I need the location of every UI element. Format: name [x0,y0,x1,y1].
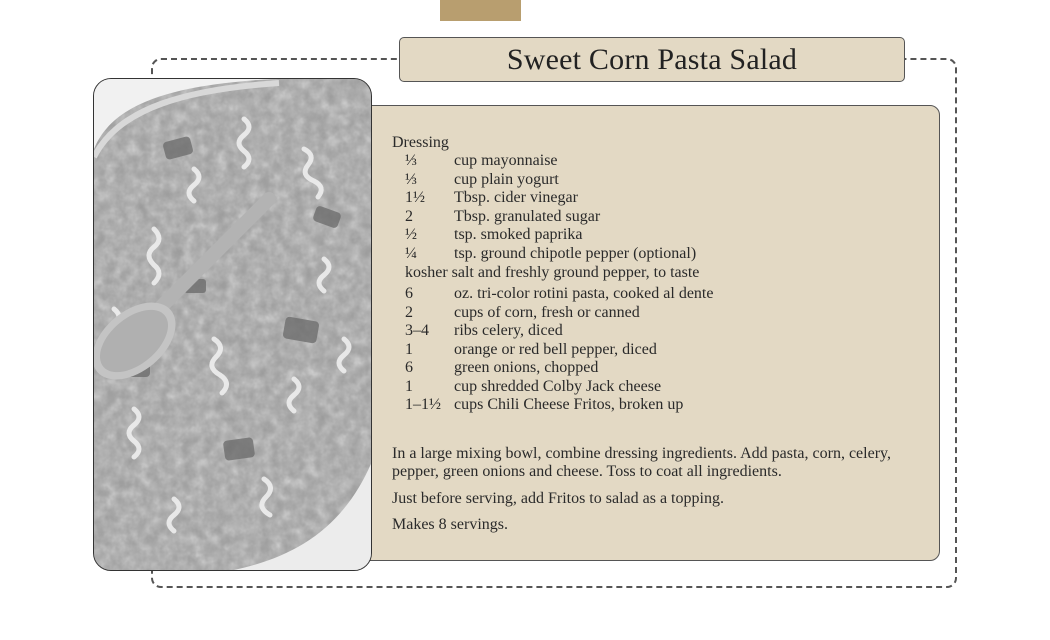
instructions [392,445,922,535]
ingredient-name: tsp. smoked paprika [454,226,583,243]
ingredient-name: cup mayonnaise [454,152,558,169]
salad-ingredient [392,396,922,415]
servings-note: Makes 8 servings. [392,516,508,533]
ingredient-quantity: ⅓ [405,170,417,188]
ingredient-name: cup plain yogurt [454,170,559,188]
dressing-ingredient [392,171,922,190]
salad-ingredient [392,341,922,360]
salad-ingredient [392,304,922,323]
ingredient-name: orange or red bell pepper, diced [454,340,657,358]
title-banner [399,37,905,82]
pasta-salad-illustration [94,79,372,571]
salad-ingredient [392,285,922,304]
ingredient-quantity: 1 [405,340,413,358]
dressing-ingredient [392,152,922,171]
ingredient-quantity: 3–4 [405,322,429,339]
ingredient-quantity: 6 [405,285,413,302]
ingredient-quantity: 6 [405,359,413,376]
salad-ingredient [392,359,922,378]
dressing-label: Dressing [392,134,449,151]
salad-ingredient [392,322,922,341]
ingredient-name: cups of corn, fresh or canned [454,303,640,321]
ingredient-name: Tbsp. granulated sugar [454,207,601,225]
pasta-salad-photo [93,78,372,571]
ingredient-quantity: 2 [405,303,413,321]
dressing-ingredient [392,189,922,208]
recipe-text [392,133,922,543]
ingredient-quantity: 1½ [405,189,425,206]
salad-ingredient [392,378,922,397]
ingredient-name: tsp. ground chipotle pepper (optional) [454,244,697,262]
ingredient-quantity: ⅓ [405,152,417,169]
ingredient-name: cup shredded Colby Jack cheese [454,377,662,395]
dressing-ingredient [392,245,922,264]
dressing-ingredient [392,208,922,227]
ingredient-quantity: ½ [405,226,417,243]
ingredient-quantity: 2 [405,207,413,225]
dressing-ingredient [392,226,922,245]
ingredient-quantity: ¼ [405,244,417,262]
ingredient-name: Tbsp. cider vinegar [454,189,578,206]
ingredient-name: green onions, chopped [454,359,599,376]
ingredient-quantity: 1–1½ [405,396,441,413]
ingredient-name: cups Chili Cheese Fritos, broken up [454,396,684,413]
ingredient-name: ribs celery, diced [454,322,563,339]
ingredient-name: oz. tri-color rotini pasta, cooked al dente [454,285,714,302]
instruction-step: Just before serving, add Fritos to salad as a topping. [392,489,724,507]
ingredient-quantity: 1 [405,377,413,395]
recipe-title: Sweet Corn Pasta Salad [506,42,798,76]
accent-tab [440,0,521,21]
seasoning-note: kosher salt and freshly ground pepper, to taste [405,264,700,281]
instruction-step: In a large mixing bowl, combine dressing ingredients. Add pasta, corn, celery, pepper, green onions and cheese. Toss to coat all ingredients. [392,444,891,480]
